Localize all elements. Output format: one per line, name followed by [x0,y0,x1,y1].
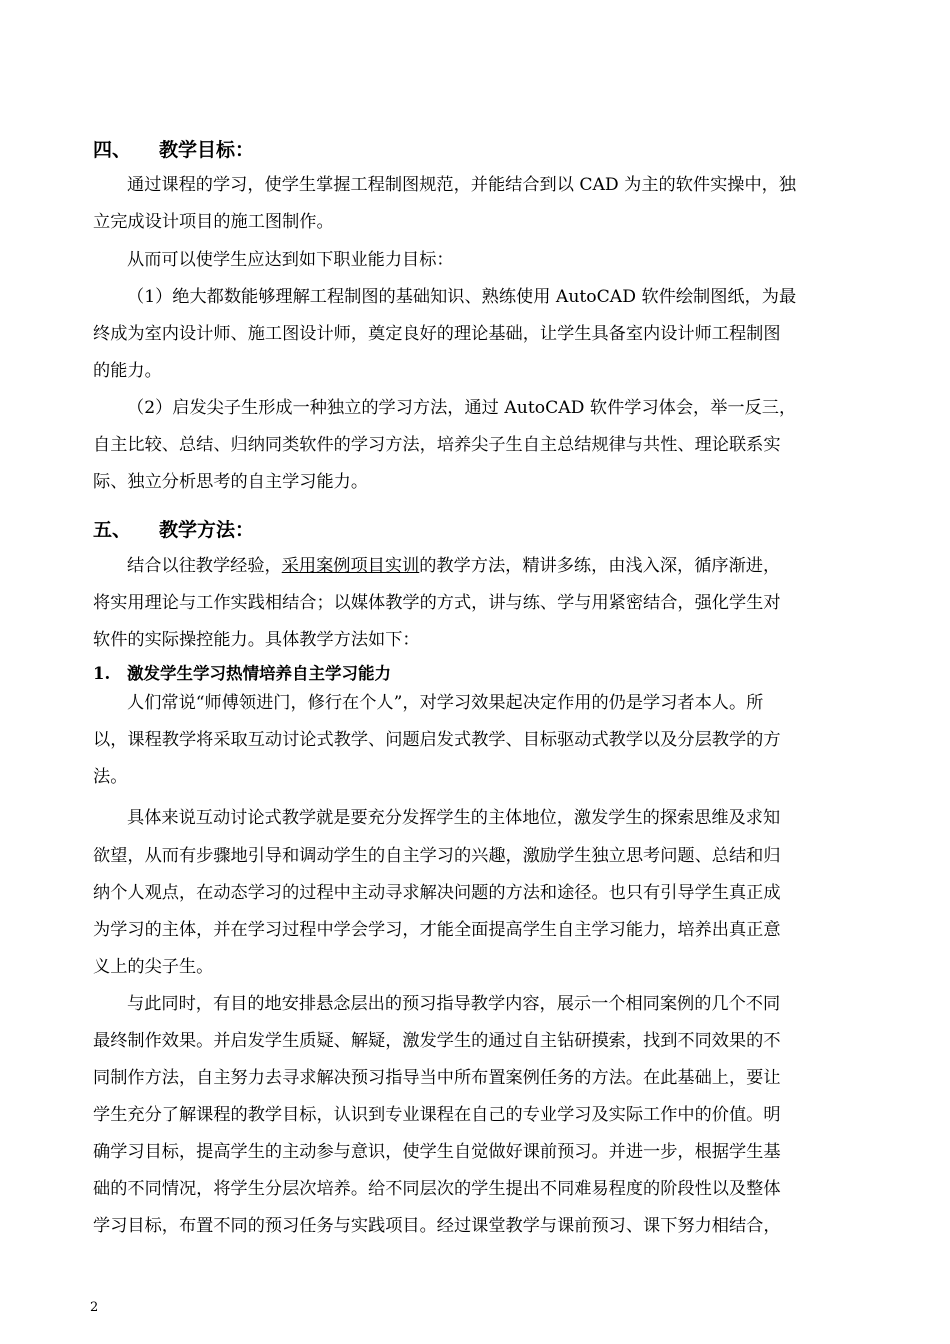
paragraph-line: 础的不同情况，将学生分层次培养。给不同层次的学生提出不同难易程度的阶段性以及整体 [93,1179,781,1199]
paragraph-line: 纳个人观点，在动态学习的过程中主动寻求解决问题的方法和途径。也只有引导学生真正成 [93,883,781,903]
section-title: 教学方法： [159,519,255,541]
paragraph-line: 软件的实际操控能力。具体教学方法如下： [93,630,420,650]
text-segment: 的教学方法，精讲多练，由浅入深，循序渐进， [419,556,781,576]
section-heading-methods [93,512,863,549]
text-segment: 结合以往教学经验， [127,556,282,576]
paragraph-line: 人们常说“师傅领进门，修行在个人”，对学习效果起决定作用的仍是学习者本人。所 [127,693,764,713]
paragraph-line: 学习目标，布置不同的预习任务与实践项目。经过课堂教学与课前预习、课下努力相结合， [93,1216,781,1236]
paragraph-line: 同制作方法，自主努力去寻求解决预习指导当中所布置案例任务的方法。在此基础上，要让 [93,1068,781,1088]
section-title: 教学目标： [159,139,255,161]
paragraph-line: 确学习目标，提高学生的主动参与意识，使学生自觉做好课前预习。并进一步，根据学生基 [93,1142,781,1162]
paragraph-line: 以，课程教学将采取互动讨论式教学、问题启发式教学、目标驱动式教学以及分层教学的方 [93,730,781,750]
paragraph-line: 与此同时，有目的地安排悬念层出的预习指导教学内容，展示一个相同案例的几个不同 [127,994,781,1014]
paragraph-line: 从而可以使学生应达到如下职业能力目标： [127,250,454,270]
underlined-text: 采用案例项目实训 [281,556,420,576]
page-number: 2 [90,1300,99,1315]
paragraph-line: 立完成设计项目的施工图制作。 [93,212,334,232]
paragraph-line: 义上的尖子生。 [93,957,214,977]
subsection-title: 激发学生学习热情培养自主学习能力 [127,664,391,683]
paragraph-line: 法。 [93,767,128,787]
paragraph-line [127,548,863,585]
paragraph-line: 自主比较、总结、归纳同类软件的学习方法，培养尖子生自主总结规律与共性、理论联系实 [93,435,781,455]
paragraph-line: 最终制作效果。并启发学生质疑、解疑，激发学生的通过自主钻研摸索，找到不同效果的不 [93,1031,781,1051]
paragraph-line: （2）启发尖子生形成一种独立的学习方法，通过 AutoCAD 软件学习体会，举一反三， [127,398,797,418]
paragraph-line: （1）绝大都数能够理解工程制图的基础知识、熟练使用 AutoCAD 软件绘制图纸，为最 [127,287,797,307]
section-heading-objectives [93,132,863,169]
paragraph-line: 的能力。 [93,361,162,381]
paragraph-line: 为学习的主体，并在学习过程中学会学习，才能全面提高学生自主学习能力，培养出真正意 [93,920,781,940]
section-number: 五、 [93,519,132,541]
paragraph-line: 具体来说互动讨论式教学就是要充分发挥学生的主体地位，激发学生的探索思维及求知 [127,808,781,828]
paragraph-line: 欲望，从而有步骤地引导和调动学生的自主学习的兴趣，激励学生独立思考问题、总结和归 [93,846,781,866]
paragraph-line: 通过课程的学习，使学生掌握工程制图规范，并能结合到以 CAD 为主的软件实操中，独 [127,175,797,195]
paragraph-line: 学生充分了解课程的教学目标，认识到专业课程在自己的专业学习及实际工作中的价值。明 [93,1105,781,1125]
paragraph-line: 将实用理论与工作实践相结合；以媒体教学的方式，讲与练、学与用紧密结合，强化学生对 [93,593,781,613]
paragraph-line: 际、独立分析思考的自主学习能力。 [93,472,369,492]
section-number: 四、 [93,139,132,161]
paragraph-line: 终成为室内设计师、施工图设计师，奠定良好的理论基础，让学生具备室内设计师工程制图 [93,324,781,344]
subsection-number: 1. [93,664,111,683]
